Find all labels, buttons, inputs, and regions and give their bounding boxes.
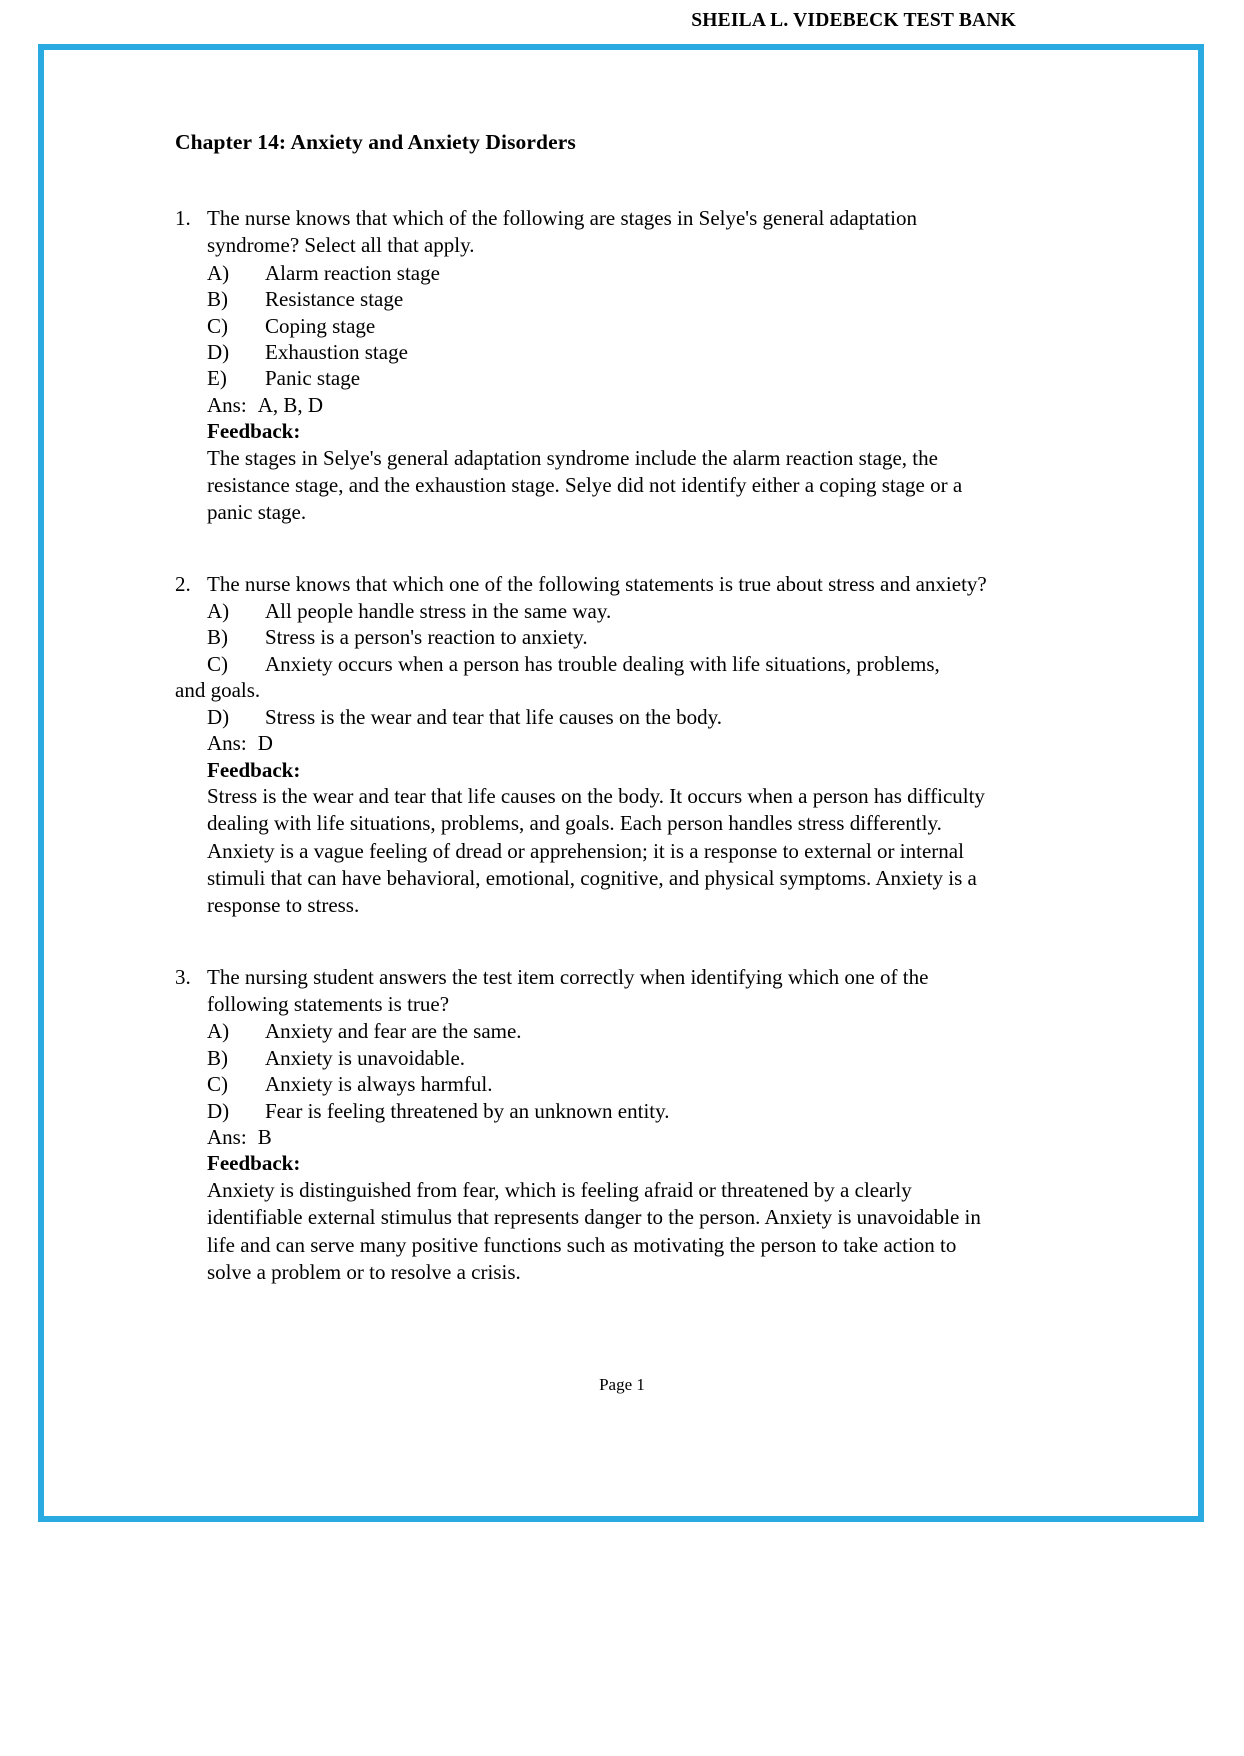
option-list	[175, 260, 1005, 392]
option-row[interactable]	[207, 1098, 1005, 1124]
option-text: All people handle stress in the same way.	[265, 598, 612, 623]
option-letter: E)	[207, 366, 227, 391]
feedback-text: Stress is the wear and tear that life causes on the body. It occurs when a person has difficulty dealing with life situations, problems, and goals. Each person handles stress differently. Anxiety is a vague feeling of dread or apprehension; it is a response to external or internal stimuli that can have behavioral, emotional, cognitive, and physical symptoms. Anxiety is a response to stress.	[207, 784, 985, 918]
option-letter: B)	[207, 1045, 228, 1070]
option-list	[175, 598, 1005, 677]
option-continuation-text: and goals.	[175, 678, 261, 703]
option-text: Resistance stage	[265, 287, 404, 312]
feedback-label: Feedback:	[207, 419, 301, 444]
question-number: 3.	[175, 964, 191, 989]
question-stem-text: The nurse knows that which of the following are stages in Selye's general adaptation syndrome? Select all that apply.	[207, 206, 918, 258]
option-row[interactable]	[207, 1071, 1005, 1097]
question-item	[175, 205, 1005, 527]
feedback-label: Feedback:	[207, 1151, 301, 1176]
running-header: SHEILA L. VIDEBECK TEST BANK	[691, 10, 1016, 31]
option-row[interactable]	[207, 313, 1005, 339]
page-footer: Page 1	[599, 1375, 645, 1394]
option-row[interactable]	[207, 260, 1005, 286]
option-text: Anxiety is always harmful.	[265, 1072, 493, 1097]
question-stem-text: The nursing student answers the test item correctly when identifying which one of the following statements is true?	[207, 964, 929, 1016]
option-letter: D)	[207, 339, 230, 364]
option-text: Alarm reaction stage	[265, 260, 440, 285]
option-letter: D)	[207, 704, 230, 729]
option-letter: A)	[207, 1019, 230, 1044]
question-number: 1.	[175, 206, 191, 231]
option-letter: D)	[207, 1098, 230, 1123]
option-row[interactable]	[207, 1018, 1005, 1044]
option-row[interactable]	[207, 704, 1005, 730]
answer-value: D	[257, 731, 273, 756]
answer-value: B	[257, 1125, 272, 1150]
answer-label: Ans:	[207, 1125, 247, 1150]
option-row[interactable]	[207, 624, 1005, 650]
option-text: Anxiety and fear are the same.	[265, 1019, 522, 1044]
option-row[interactable]	[207, 286, 1005, 312]
option-text: Panic stage	[265, 366, 361, 391]
question-item	[175, 571, 1005, 920]
answer-label: Ans:	[207, 392, 247, 417]
question-item	[175, 964, 1005, 1287]
answer-label: Ans:	[207, 731, 247, 756]
option-text: Stress is the wear and tear that life causes on the body.	[265, 704, 722, 729]
question-stem	[175, 205, 1005, 260]
option-row[interactable]	[207, 651, 1005, 677]
option-list-continued	[175, 704, 1005, 730]
option-text: Stress is a person's reaction to anxiety.	[265, 625, 588, 650]
option-text: Fear is feeling threatened by an unknown entity.	[265, 1098, 670, 1123]
option-letter: A)	[207, 260, 230, 285]
option-letter: C)	[207, 1072, 228, 1097]
feedback-text: Anxiety is distinguished from fear, which is feeling afraid or threatened by a clearly identifiable external stimulus that represents danger to the person. Anxiety is unavoidable in life and can serve many positive functions such as motivating the person to take action to solve a problem or to resolve a crisis.	[207, 1177, 981, 1284]
question-stem	[175, 964, 1005, 1019]
question-stem-text: The nurse knows that which one of the following statements is true about stress and anxiety?	[207, 571, 987, 596]
option-row[interactable]	[207, 1045, 1005, 1071]
option-list	[175, 1018, 1005, 1124]
question-stem	[175, 571, 1005, 598]
answer-row	[175, 392, 1005, 418]
option-row[interactable]	[207, 598, 1005, 624]
answer-row	[175, 730, 1005, 756]
option-row[interactable]	[207, 339, 1005, 365]
option-letter: A)	[207, 598, 230, 623]
option-text: Coping stage	[265, 313, 376, 338]
feedback-text: The stages in Selye's general adaptation syndrome include the alarm reaction stage, the resistance stage, and the exhaustion stage. Selye did not identify either a coping stage or a panic stage.	[207, 445, 963, 525]
answer-value: A, B, D	[257, 392, 324, 417]
option-text: Anxiety is unavoidable.	[265, 1045, 466, 1070]
option-letter: C)	[207, 651, 228, 676]
question-number: 2.	[175, 571, 191, 596]
answer-row	[175, 1124, 1005, 1150]
option-letter: C)	[207, 313, 228, 338]
option-letter: B)	[207, 625, 228, 650]
option-text: Anxiety occurs when a person has trouble dealing with life situations, problems,	[265, 651, 940, 676]
feedback-label: Feedback:	[207, 757, 301, 782]
option-text: Exhaustion stage	[265, 339, 408, 364]
option-row[interactable]	[207, 365, 1005, 391]
option-letter: B)	[207, 287, 228, 312]
page-title: Chapter 14: Anxiety and Anxiety Disorders	[175, 130, 576, 154]
document-content	[175, 128, 1005, 1286]
